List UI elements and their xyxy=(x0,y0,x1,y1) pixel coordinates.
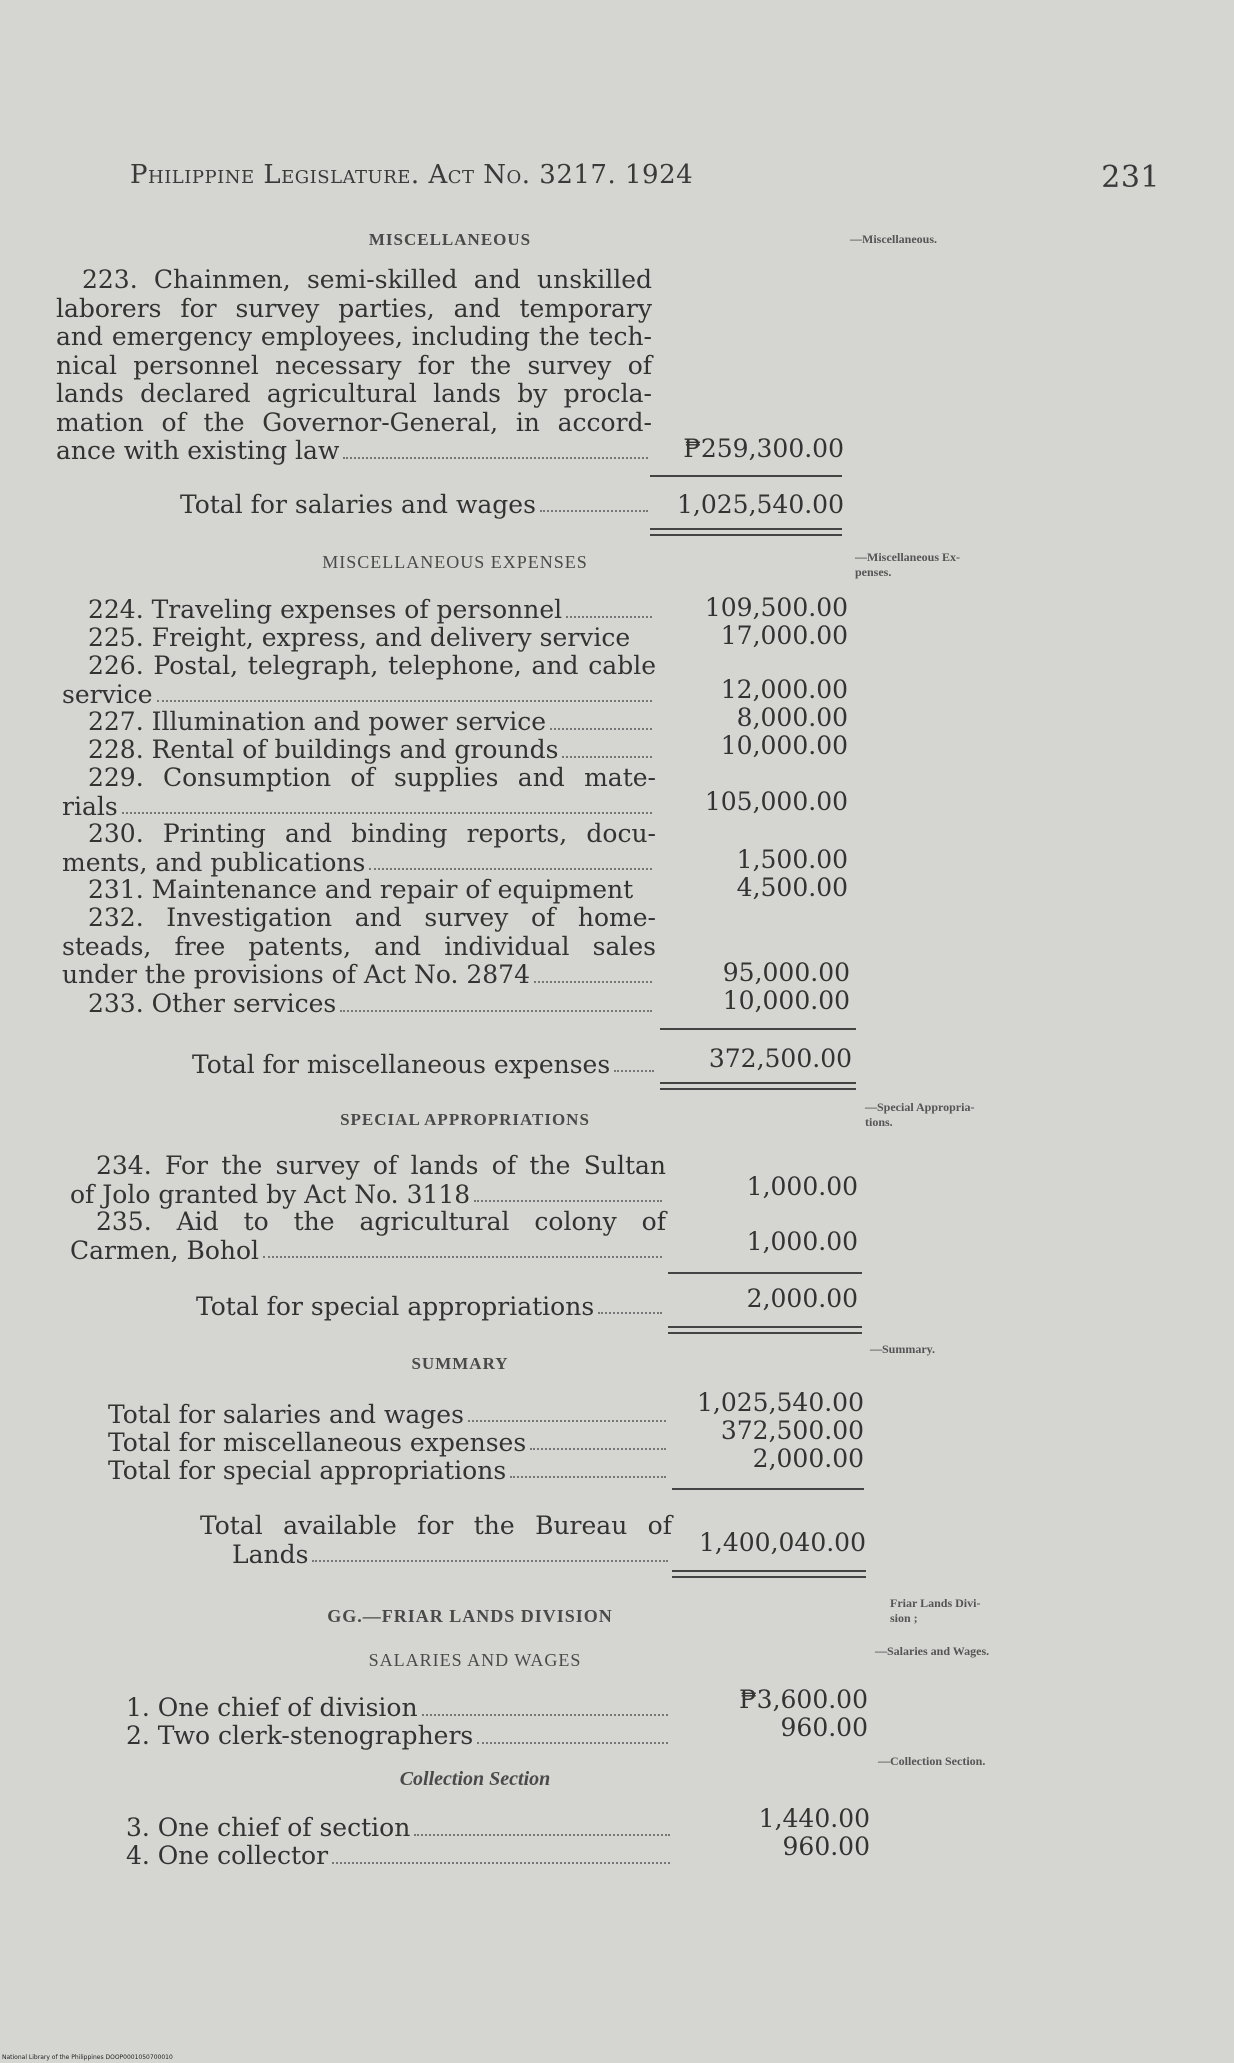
amount-223: ₱259,300.00 xyxy=(683,434,844,463)
item-227: 227. Illumination and power service xyxy=(62,708,656,737)
amount-234: 1,000.00 xyxy=(746,1172,858,1201)
amount-227: 8,000.00 xyxy=(736,703,848,732)
item-friar-1: 1. One chief of division xyxy=(100,1694,672,1723)
heading-miscellaneous-expenses: MISCELLANEOUS EXPENSES xyxy=(322,552,588,572)
item-232: 232. Investigation and survey of home- steads, free patents, and individual sales under the provisions of Act No. 2874 xyxy=(62,903,656,989)
item-friar-2: 2. Two clerk-stenographers xyxy=(100,1722,672,1751)
amount-total-special: 2,000.00 xyxy=(746,1284,858,1313)
rule xyxy=(668,1272,862,1274)
margin-note-summary: —Summary. xyxy=(870,1342,936,1356)
amount-friar-1: ₱3,600.00 xyxy=(739,1685,868,1714)
margin-note-misc-expenses: —Miscellaneous Ex- penses. xyxy=(855,550,960,579)
amount-225: 17,000.00 xyxy=(720,621,848,650)
item-233: 233. Other services xyxy=(62,990,656,1019)
item-230: 230. Printing and binding reports, docu- ments, and publications xyxy=(62,819,656,877)
amount-231: 4,500.00 xyxy=(736,873,848,902)
total-special-appropriations: Total for special appropriations xyxy=(196,1292,666,1321)
amount-total-salaries: 1,025,540.00 xyxy=(677,490,844,519)
margin-note-miscellaneous: —Miscellaneous. xyxy=(850,232,937,246)
page-number: 231 xyxy=(1101,160,1160,195)
item-friar-3: 3. One chief of section xyxy=(100,1814,674,1843)
double-rule xyxy=(650,528,842,536)
amount-friar-3: 1,440.00 xyxy=(758,1804,870,1833)
heading-miscellaneous: MISCELLANEOUS xyxy=(368,230,532,249)
item-friar-4: 4. One collector xyxy=(100,1842,674,1871)
heading-salaries-and-wages: SALARIES AND WAGES xyxy=(368,1650,582,1670)
amount-total-misc: 372,500.00 xyxy=(708,1044,852,1073)
item-228: 228. Rental of buildings and grounds xyxy=(62,736,656,765)
page-header xyxy=(130,160,1160,200)
item-224: 224. Traveling expenses of personnel xyxy=(62,596,656,625)
margin-note-special: —Special Appropria- tions. xyxy=(865,1100,975,1129)
margin-note-collection: —Collection Section. xyxy=(878,1754,986,1768)
total-available-bureau-of-lands: Total available for the Bureau of Lands xyxy=(200,1511,672,1569)
item-235: 235. Aid to the agricultural colony of Carmen, Bohol xyxy=(70,1207,666,1265)
summary-salaries-wages: Total for salaries and wages xyxy=(108,1400,670,1429)
item-225: 225. Freight, express, and delivery service xyxy=(88,623,631,652)
total-misc-expenses: Total for miscellaneous expenses xyxy=(192,1050,658,1079)
amount-summary-misc: 372,500.00 xyxy=(720,1416,864,1445)
rule xyxy=(672,1488,864,1490)
margin-note-salaries: —Salaries and Wages. xyxy=(875,1644,990,1658)
margin-note-friar: Friar Lands Divi- sion ; xyxy=(890,1596,981,1625)
double-rule xyxy=(672,1570,866,1578)
rule xyxy=(660,1028,856,1030)
item-231: 231. Maintenance and repair of equipment xyxy=(88,875,634,904)
heading-special-appropriations: SPECIAL APPROPRIATIONS xyxy=(340,1110,590,1129)
summary-special-appropriations: Total for special appropriations xyxy=(108,1456,670,1485)
amount-226: 12,000.00 xyxy=(720,675,848,704)
total-salaries-wages: Total for salaries and wages xyxy=(180,490,652,519)
amount-224: 109,500.00 xyxy=(704,593,848,622)
heading-collection-section: Collection Section xyxy=(399,1768,551,1790)
scan-footer: National Library of the Philippines DOOP0001050700010 xyxy=(2,2054,173,2061)
item-223: 223. Chainmen, semi-skilled and unskilled laborers for survey parties, and temporary and emergency employees, including the tech- nical personnel necessary for the survey of lands declared agricultural lands by procla- mation of the Governor-General, in accord- ance with existing law xyxy=(56,265,652,465)
amount-summary-special: 2,000.00 xyxy=(752,1444,864,1473)
running-title: Philippine Legislature. Act No. 3217. 1924 xyxy=(130,160,694,190)
item-229: 229. Consumption of supplies and mate- rials xyxy=(62,763,656,821)
amount-229: 105,000.00 xyxy=(704,787,848,816)
amount-friar-4: 960.00 xyxy=(782,1832,870,1861)
item-226: 226. Postal, telegraph, telephone, and cable service xyxy=(62,651,656,709)
amount-228: 10,000.00 xyxy=(720,731,848,760)
amount-232: 95,000.00 xyxy=(722,958,850,987)
amount-235: 1,000.00 xyxy=(746,1227,858,1256)
heading-friar-lands-division: GG.—FRIAR LANDS DIVISION xyxy=(327,1606,613,1626)
item-234: 234. For the survey of lands of the Sultan of Jolo granted by Act No. 3118 xyxy=(70,1151,666,1209)
amount-230: 1,500.00 xyxy=(736,845,848,874)
amount-summary-salaries: 1,025,540.00 xyxy=(697,1388,864,1417)
summary-misc-expenses: Total for miscellaneous expenses xyxy=(108,1428,670,1457)
rule xyxy=(650,475,842,477)
double-rule xyxy=(660,1082,856,1090)
amount-233: 10,000.00 xyxy=(722,986,850,1015)
heading-summary: SUMMARY xyxy=(411,1354,509,1373)
amount-friar-2: 960.00 xyxy=(780,1713,868,1742)
amount-total-available: 1,400,040.00 xyxy=(699,1528,866,1557)
double-rule xyxy=(668,1326,862,1334)
